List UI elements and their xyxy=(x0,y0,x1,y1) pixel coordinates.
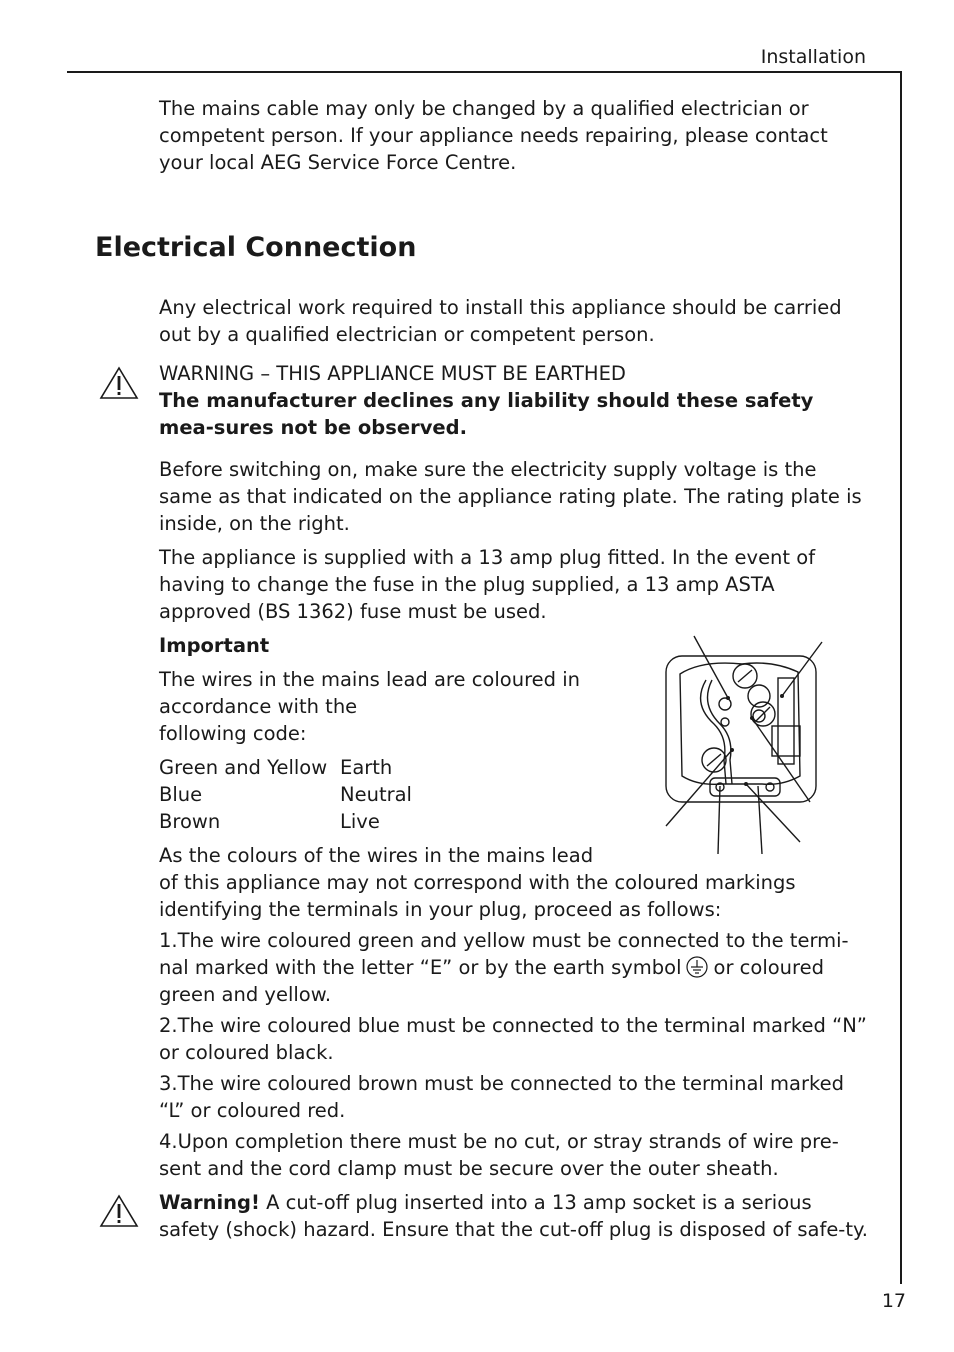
margin-rule xyxy=(900,71,902,1284)
wire-function: Live xyxy=(340,810,380,833)
terminal-instructions-line: As the colours of the wires in the mains lead xyxy=(159,844,594,867)
wire-colour: Brown xyxy=(159,810,221,833)
wire-colour: Green and Yellow xyxy=(159,756,328,779)
warning-triangle-icon xyxy=(99,366,139,400)
voltage-paragraph: Before switching on, make sure the electricity supply voltage is the same as that indicated on the appliance rating plate. The rating plate is inside, on the right. xyxy=(159,458,862,535)
wire-colour-intro-line: The wires in the mains lead are coloured in xyxy=(159,668,581,691)
fuse-paragraph: The appliance is supplied with a 13 amp plug fitted. In the event of having to change the fuse in the plug supplied, a 13 amp ASTA approved (BS 1362) fuse must be used. xyxy=(159,546,816,623)
step-4: 4.Upon completion there must be no cut, or stray strands of wire pre-sent and the cord clamp must be secure over the outer sheath. xyxy=(159,1130,839,1180)
page-title: Electrical Connection xyxy=(95,232,417,263)
cut-off-plug-warning-title: Warning! xyxy=(159,1191,260,1214)
header-rule xyxy=(67,71,902,73)
step-2: 2.The wire coloured blue must be connected to the terminal marked “N” or coloured black. xyxy=(159,1014,867,1064)
step-3: 3.The wire coloured brown must be connected to the terminal marked “L” or coloured red. xyxy=(159,1072,844,1122)
wire-colour-intro-line: accordance with the xyxy=(159,695,358,718)
wire-function: Neutral xyxy=(340,783,412,806)
cut-off-plug-warning-text: A cut-off plug inserted into a 13 amp socket is a serious safety (shock) hazard. Ensure that the cut-off plug is disposed of safe-ty. xyxy=(159,1191,868,1241)
earth-symbol-icon xyxy=(686,956,708,978)
warning-triangle-icon xyxy=(99,1194,139,1228)
terminal-instructions-rest: of this appliance may not correspond with the coloured markings identifying the terminals in your plug, proceed as follows: xyxy=(159,871,796,921)
section-label: Installation xyxy=(760,46,866,68)
step-1-text: 1.The wire coloured green and yellow must be connected to the termi-nal marked with the letter “E” or by the earth symbol xyxy=(159,929,849,979)
wire-function: Earth xyxy=(340,756,393,779)
colour-code-row xyxy=(159,808,459,835)
electrical-work-paragraph: Any electrical work required to install this appliance should be carried out by a qualified electrician or competent person. xyxy=(159,296,842,346)
step-1 xyxy=(159,927,871,1008)
earth-warning-text: The manufacturer declines any liability should these safety mea-sures not be observed. xyxy=(159,389,814,439)
earth-warning xyxy=(159,360,871,441)
page-number: 17 xyxy=(881,1290,906,1312)
intro-paragraph: The mains cable may only be changed by a qualified electrician or competent person. If your appliance needs repairing, please contact your local AEG Service Force Centre. xyxy=(159,97,828,174)
important-heading: Important xyxy=(159,634,270,657)
wire-colour-intro-line: following code: xyxy=(159,722,307,745)
colour-code-table xyxy=(159,754,459,835)
earth-warning-title: WARNING – THIS APPLIANCE MUST BE EARTHED xyxy=(159,362,626,385)
colour-code-row xyxy=(159,754,459,781)
cut-off-plug-warning xyxy=(159,1189,871,1243)
terminal-instructions xyxy=(159,842,871,923)
step-1-text-end: or coloured green and yellow. xyxy=(159,956,824,1006)
colour-code-row xyxy=(159,781,459,808)
plug-wiring-diagram xyxy=(662,634,826,860)
wire-colour-intro xyxy=(159,666,619,747)
wire-colour: Blue xyxy=(159,783,203,806)
